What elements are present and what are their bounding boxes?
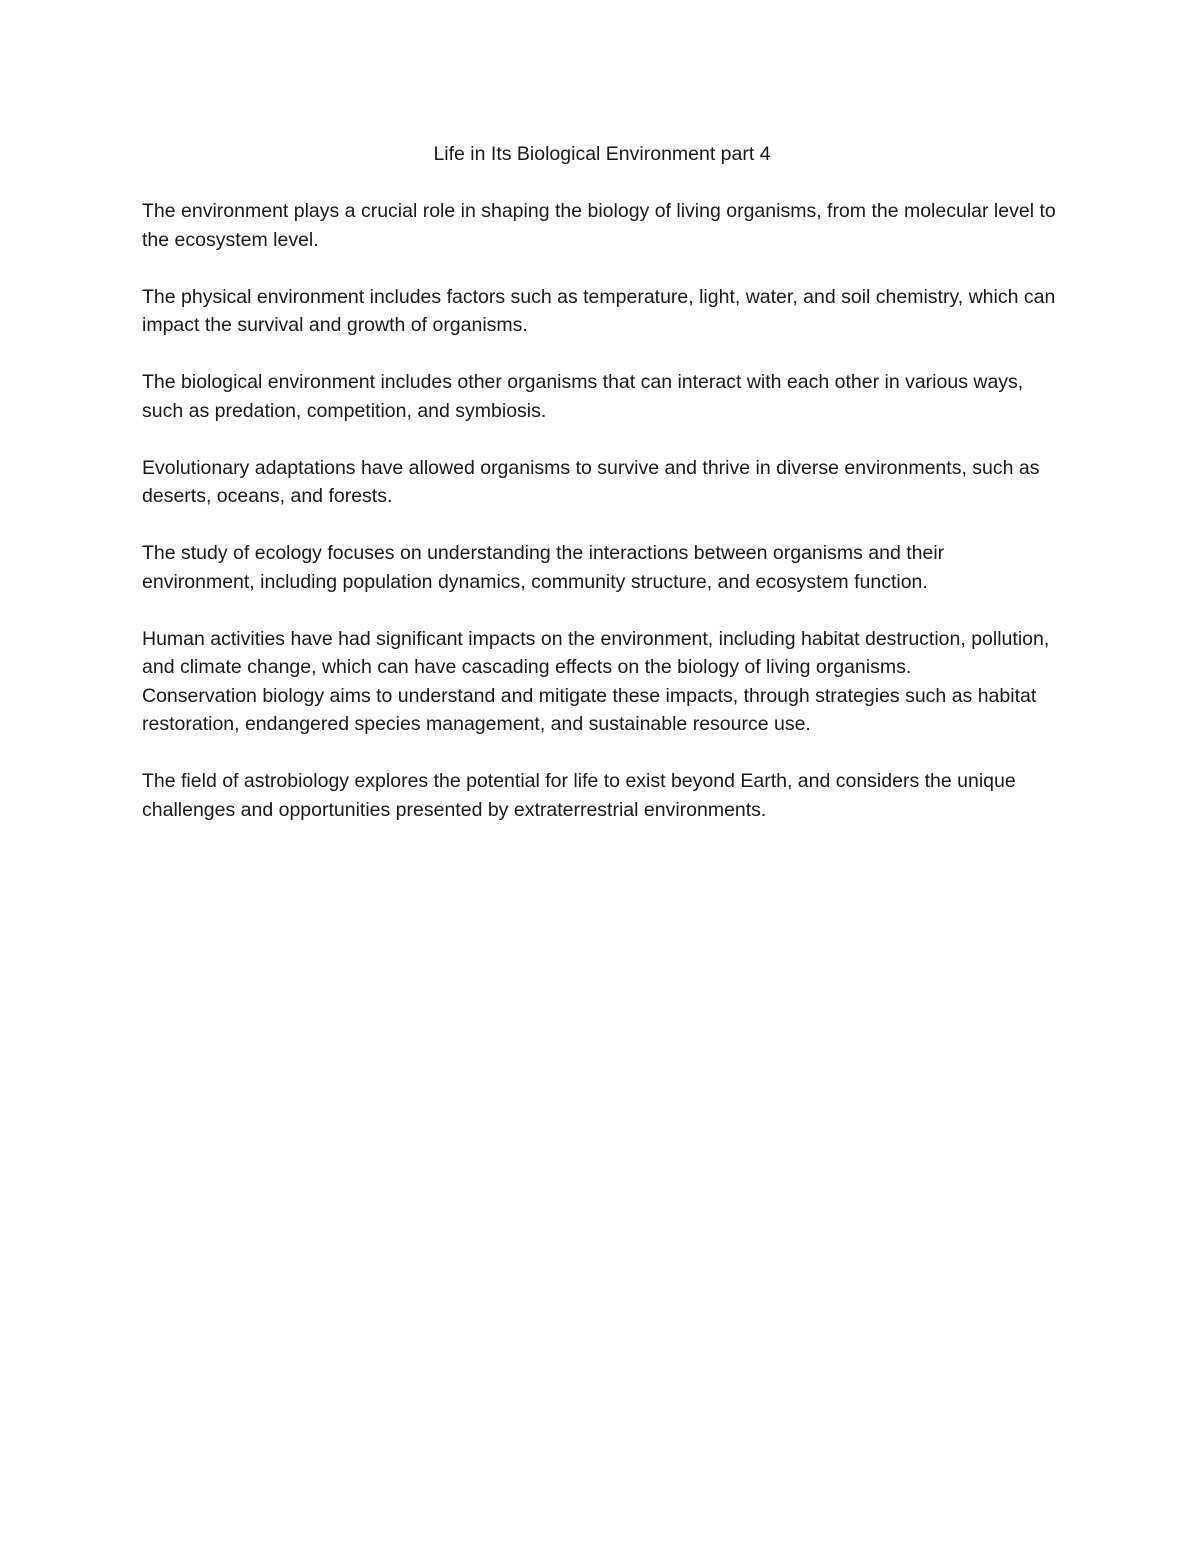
paragraph-human-activities: Human activities have had significant impacts on the environment, including habitat destruction, pollution, and climate change, which can have cascading effects on the biology of living organisms. bbox=[142, 627, 1050, 678]
paragraph-biological-environment: The biological environment includes other organisms that can interact with each other in various ways, such as predation, competition, and symbiosis. bbox=[142, 371, 1024, 422]
paragraph-evolutionary-adaptations: Evolutionary adaptations have allowed organisms to survive and thrive in diverse environments, such as deserts, oceans, and forests. bbox=[142, 456, 1040, 507]
paragraph-physical-environment: The physical environment includes factors such as temperature, light, water, and soil chemistry, which can impact the survival and growth of organisms. bbox=[142, 285, 1056, 336]
document-body bbox=[142, 140, 1062, 853]
paragraph-ecology: The study of ecology focuses on understanding the interactions between organisms and their environment, including population dynamics, community structure, and ecosystem function. bbox=[142, 542, 945, 593]
paragraph-astrobiology: The field of astrobiology explores the potential for life to exist beyond Earth, and considers the unique challenges and opportunities presented by extraterrestrial environments. bbox=[142, 770, 1016, 821]
paragraph-environment-role: The environment plays a crucial role in shaping the biology of living organisms, from the molecular level to the ecosystem level. bbox=[142, 200, 1056, 251]
document-title: Life in Its Biological Environment part 4 bbox=[433, 143, 771, 165]
paragraph-conservation-biology: Conservation biology aims to understand and mitigate these impacts, through strategies such as habitat restoration, endangered species management, and sustainable resource use. bbox=[142, 684, 1037, 735]
